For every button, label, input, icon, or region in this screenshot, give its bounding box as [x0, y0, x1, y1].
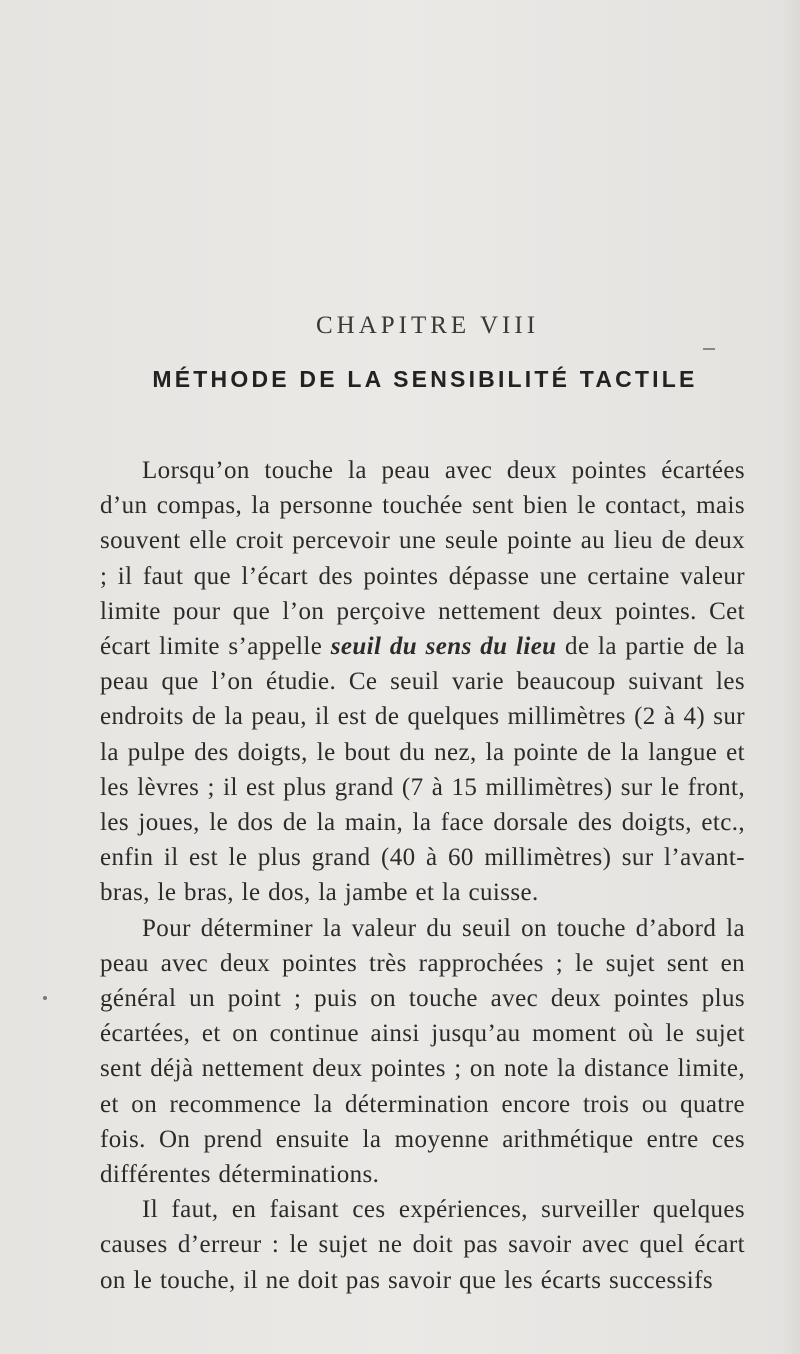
- paragraph-2: Pour déterminer la valeur du seuil on touche d’abord la peau avec deux pointes très rapprochées ; le sujet sent en général un point ; puis on touche avec deux pointes plus écartées, et on continue ainsi jusqu’au moment où le sujet sent déjà nettement deux pointes ; on note la distance limite, et on recommence la détermination encore trois ou quatre fois. On prend ensuite la moyenne arithmétique entre ces différentes déterminations.: [100, 914, 745, 1189]
- paragraph-1-text-start: Lorsqu’on touche la peau avec deux pointes écartées d’un compas, la personne touchée sent bien le contact, mais souvent elle croit percevoir une seule pointe au lieu de deux ; il faut que l’écart des pointes dépasse une certaine valeur limite pour que l’on perçoive nettement deux pointes. Cet écart limite s’appelle: [100, 457, 745, 661]
- body-text: [100, 453, 745, 1298]
- section-title: MÉTHODE DE LA SENSIBILITÉ TACTILE: [152, 366, 698, 392]
- margin-speck: [43, 996, 47, 1000]
- paragraph-3: Il faut, en faisant ces expériences, surveiller quelques causes d’erreur : le sujet ne doit pas savoir avec quel écart on le touche, il ne doit pas savoir que les écarts successifs: [100, 1196, 745, 1294]
- chapter-heading: CHAPITRE VIII: [315, 312, 540, 339]
- page-edge-shadow: [782, 0, 800, 1354]
- italic-term: seuil du sens du lieu: [330, 633, 557, 661]
- paragraph-1-text-end: de la partie de la peau que l’on étudie. Ce seuil varie beaucoup suivant les endroits de la peau, il est de quelques millimètres (2 à 4) sur la pulpe des doigts, le bout du nez, la pointe de la langue et les lèvres ; il est plus grand (7 à 15 millimètres) sur le front, les joues, le dos de la main, la face dorsale des doigts, etc., enfin il est le plus grand (40 à 60 millimètres) sur l’avant-bras, le bras, le dos, la jambe et la cuisse.: [100, 633, 745, 907]
- print-mark: [703, 348, 715, 350]
- paragraph-1: [100, 453, 745, 911]
